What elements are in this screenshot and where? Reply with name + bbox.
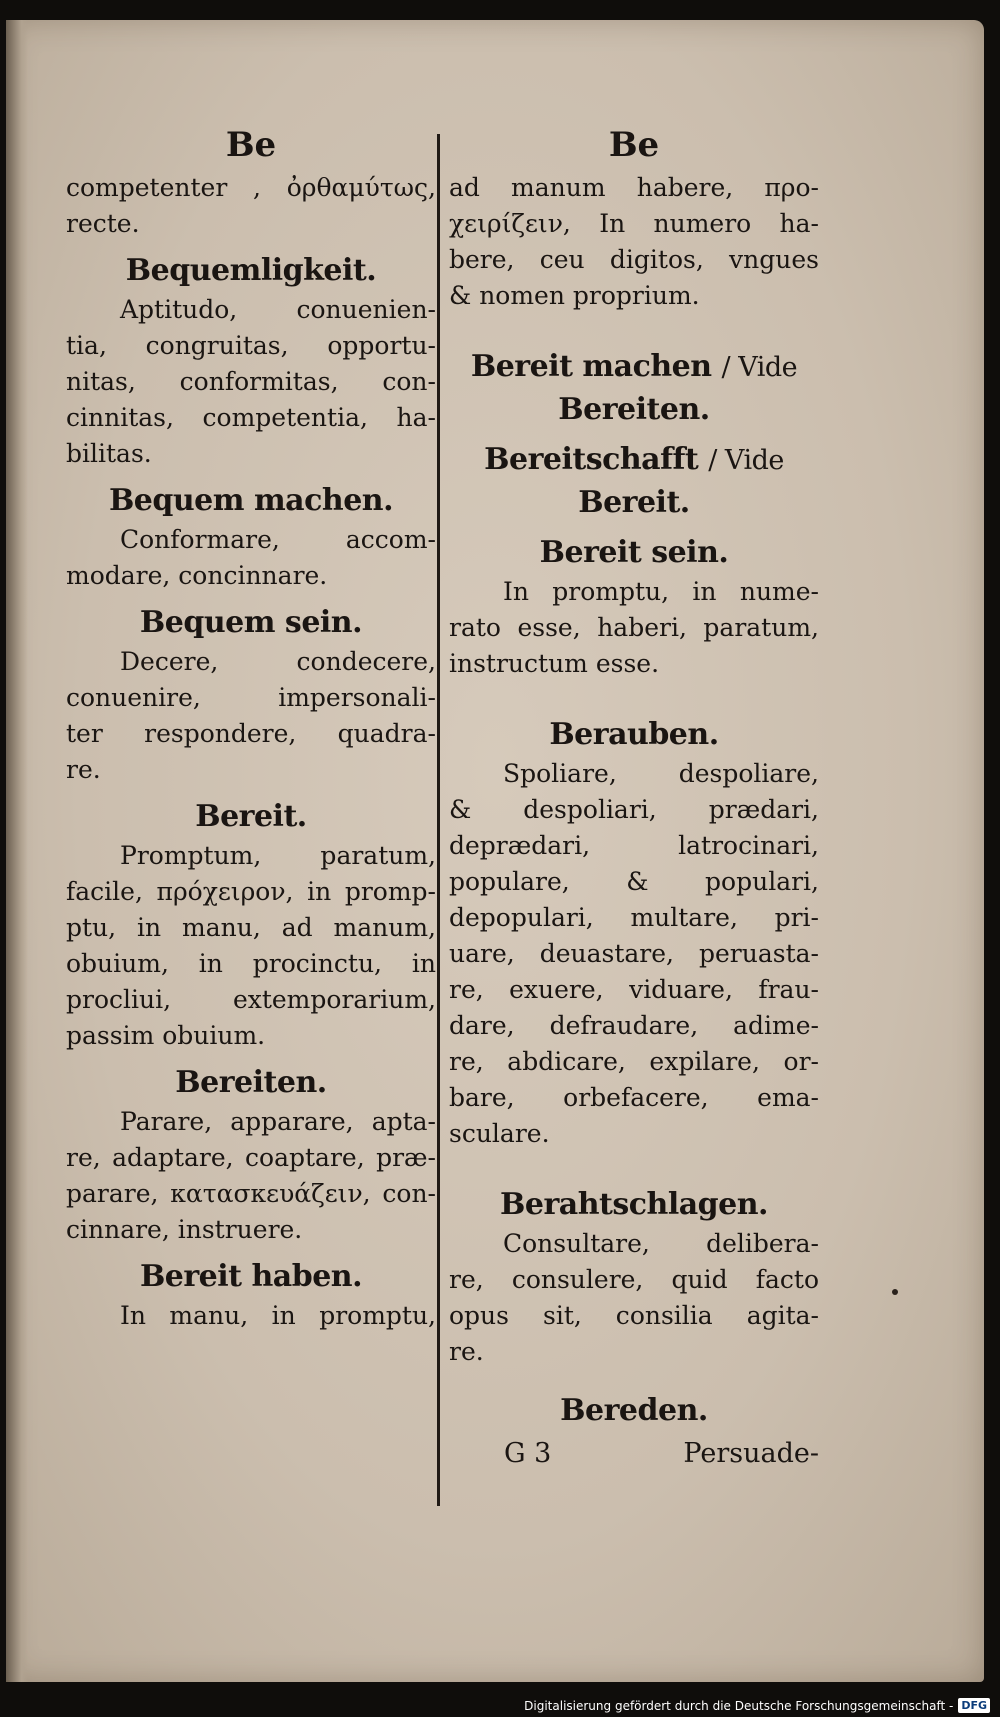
text-line: tia, congruitas, opportu-	[66, 331, 436, 360]
text-line: cinnitas, competentia, ha-	[66, 403, 436, 432]
entry-heading: Bequemligkeit.	[125, 253, 377, 288]
heading-term: Bereit machen	[470, 349, 712, 384]
entry-heading: Bereiten.	[175, 1065, 327, 1100]
text-line: & nomen proprium.	[449, 281, 700, 310]
text-line: parare, κατασκευάζειν, con-	[66, 1179, 436, 1208]
signature-mark: G 3	[504, 1438, 552, 1469]
right-page-head: Be	[608, 125, 660, 165]
text-line: competenter , ὀρθαμύτως,	[66, 173, 436, 202]
text-line: re.	[66, 755, 101, 784]
entry-heading: Bereden.	[560, 1393, 708, 1428]
text-line: χειρίζειν, In numero ha-	[449, 209, 819, 238]
text-line: In promptu, in nume-	[503, 577, 819, 606]
text-line: deprædari, latrocinari,	[449, 831, 819, 860]
attribution-text: Digitalisierung gefördert durch die Deutsche Forschungsgemeinschaft -	[524, 1698, 954, 1713]
text-line: Promptum, paratum,	[120, 841, 436, 870]
text-line: cinnare, instruere.	[66, 1215, 303, 1244]
text-line: re, adaptare, coaptare, præ-	[66, 1143, 436, 1172]
text-line: depopulari, multare, pri-	[449, 903, 819, 932]
text-line: rato esse, haberi, paratum,	[449, 613, 819, 642]
text-line: ad manum habere, προ-	[449, 173, 819, 202]
digitization-attribution	[524, 1698, 990, 1713]
cross-reference-vide: / Vide	[708, 445, 784, 476]
page-gutter-shadow	[6, 20, 28, 1682]
entry-heading: Bequem machen.	[108, 483, 394, 518]
text-line: In manu, in promptu,	[120, 1301, 436, 1330]
catchword: Persuade-	[683, 1438, 819, 1469]
text-line: ter respondere, quadra-	[66, 719, 436, 748]
text-line: bere, ceu digitos, vngues	[449, 245, 819, 274]
text-line: & despoliari, prædari,	[449, 795, 819, 824]
right-column	[449, 120, 819, 1472]
entry-heading: Bereit haben.	[139, 1259, 363, 1294]
text-line: re.	[449, 1337, 484, 1366]
entry-heading	[449, 346, 819, 389]
text-line: Conformare, accom-	[120, 525, 436, 554]
text-line: nitas, conformitas, con-	[66, 367, 436, 396]
text-line: Decere, condecere,	[120, 647, 436, 676]
ink-speck	[892, 1289, 898, 1295]
book-page	[6, 20, 984, 1682]
text-line: Parare, apparare, apta-	[120, 1107, 436, 1136]
left-column	[66, 120, 436, 1334]
dfg-logo: DFG	[958, 1698, 990, 1713]
text-line: re, exuere, viduare, frau-	[449, 975, 819, 1004]
text-line: uare, deuastare, peruasta-	[449, 939, 819, 968]
text-line: bare, orbefacere, ema-	[449, 1083, 819, 1112]
text-line: procliui, extemporarium,	[66, 985, 436, 1014]
text-line: Spoliare, despoliare,	[503, 759, 819, 788]
text-line: instructum esse.	[449, 649, 660, 678]
entry-heading: Bereit sein.	[539, 535, 729, 570]
left-page-head: Be	[225, 125, 277, 165]
entry-heading: Berahtschlagen.	[500, 1187, 768, 1222]
page-footer	[449, 1432, 819, 1472]
text-line: obuium, in procinctu, in	[66, 949, 436, 978]
cross-reference-target: Bereit.	[578, 485, 690, 520]
text-line: bilitas.	[66, 439, 152, 468]
text-line: populare, & populari,	[449, 867, 819, 896]
text-line: facile, πρόχειρον, in promp-	[66, 877, 436, 906]
heading-term: Bereitschafft	[484, 442, 699, 477]
entry-heading	[449, 439, 819, 482]
column-divider	[437, 134, 440, 1506]
text-line: conuenire, impersonali-	[66, 683, 436, 712]
text-line: re, abdicare, expilare, or-	[449, 1047, 819, 1076]
text-line: opus sit, consilia agita-	[449, 1301, 819, 1330]
text-line: sculare.	[449, 1119, 550, 1148]
text-line: Consultare, delibera-	[503, 1229, 819, 1258]
entry-heading: Bequem sein.	[139, 605, 363, 640]
text-line: dare, defraudare, adime-	[449, 1011, 819, 1040]
text-line: recte.	[66, 209, 140, 238]
text-line: re, consulere, quid facto	[449, 1265, 819, 1294]
entry-heading: Bereit.	[195, 799, 307, 834]
text-line: ptu, in manu, ad manum,	[66, 913, 436, 942]
text-line: passim obuium.	[66, 1021, 266, 1050]
entry-heading: Berauben.	[549, 717, 719, 752]
cross-reference-vide: / Vide	[721, 352, 798, 383]
text-line: modare, concinnare.	[66, 561, 328, 590]
cross-reference-target: Bereiten.	[558, 392, 710, 427]
text-line: Aptitudo, conuenien-	[120, 295, 436, 324]
